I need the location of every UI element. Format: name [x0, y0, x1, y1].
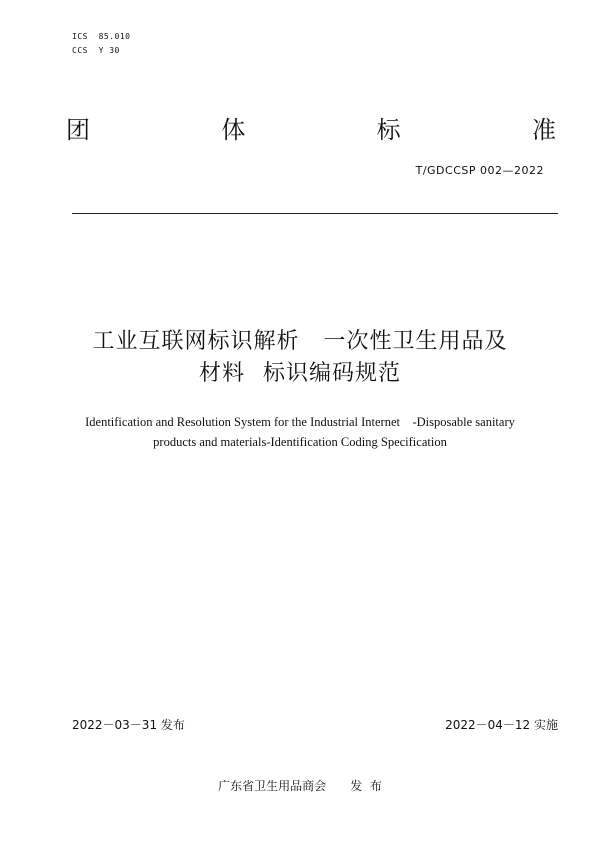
- title-cn-segment: 材料: [198, 361, 245, 386]
- publisher-name: 广东省卫生用品商会: [218, 779, 327, 793]
- publisher-line: [0, 777, 600, 794]
- issue-date: 2022－03－31 发布: [72, 718, 185, 732]
- chinese-title-line-1: [40, 326, 560, 358]
- chinese-title: [40, 326, 560, 390]
- standard-number: T/GDCCSP 002—2022: [415, 164, 544, 177]
- standard-type-heading: [66, 114, 556, 146]
- standard-type-char: 准: [531, 116, 556, 144]
- title-cn-segment: 标识编码规范: [263, 361, 402, 386]
- ics-code: ICS 85.010: [72, 32, 131, 41]
- publish-action: 发 布: [350, 779, 382, 793]
- ccs-code: CCS Y 30: [72, 46, 120, 55]
- english-title: [40, 412, 560, 452]
- standard-type-char: 体: [221, 116, 246, 144]
- english-title-line-2: products and materials-Identification Coding Specification: [153, 435, 447, 449]
- classification-codes: [72, 30, 130, 58]
- english-title-line-1: Identification and Resolution System for the Industrial Internet -Disposable sanitary: [85, 415, 515, 429]
- title-cn-segment: 工业互联网标识解析: [92, 329, 300, 354]
- implementation-date: 2022－04－12 实施: [445, 718, 558, 732]
- standard-type-char: 团: [66, 116, 90, 144]
- chinese-title-line-2: [40, 358, 560, 390]
- standard-type-char: 标: [376, 116, 401, 144]
- header-divider: [72, 213, 558, 214]
- title-cn-segment: 一次性卫生用品及: [323, 329, 508, 354]
